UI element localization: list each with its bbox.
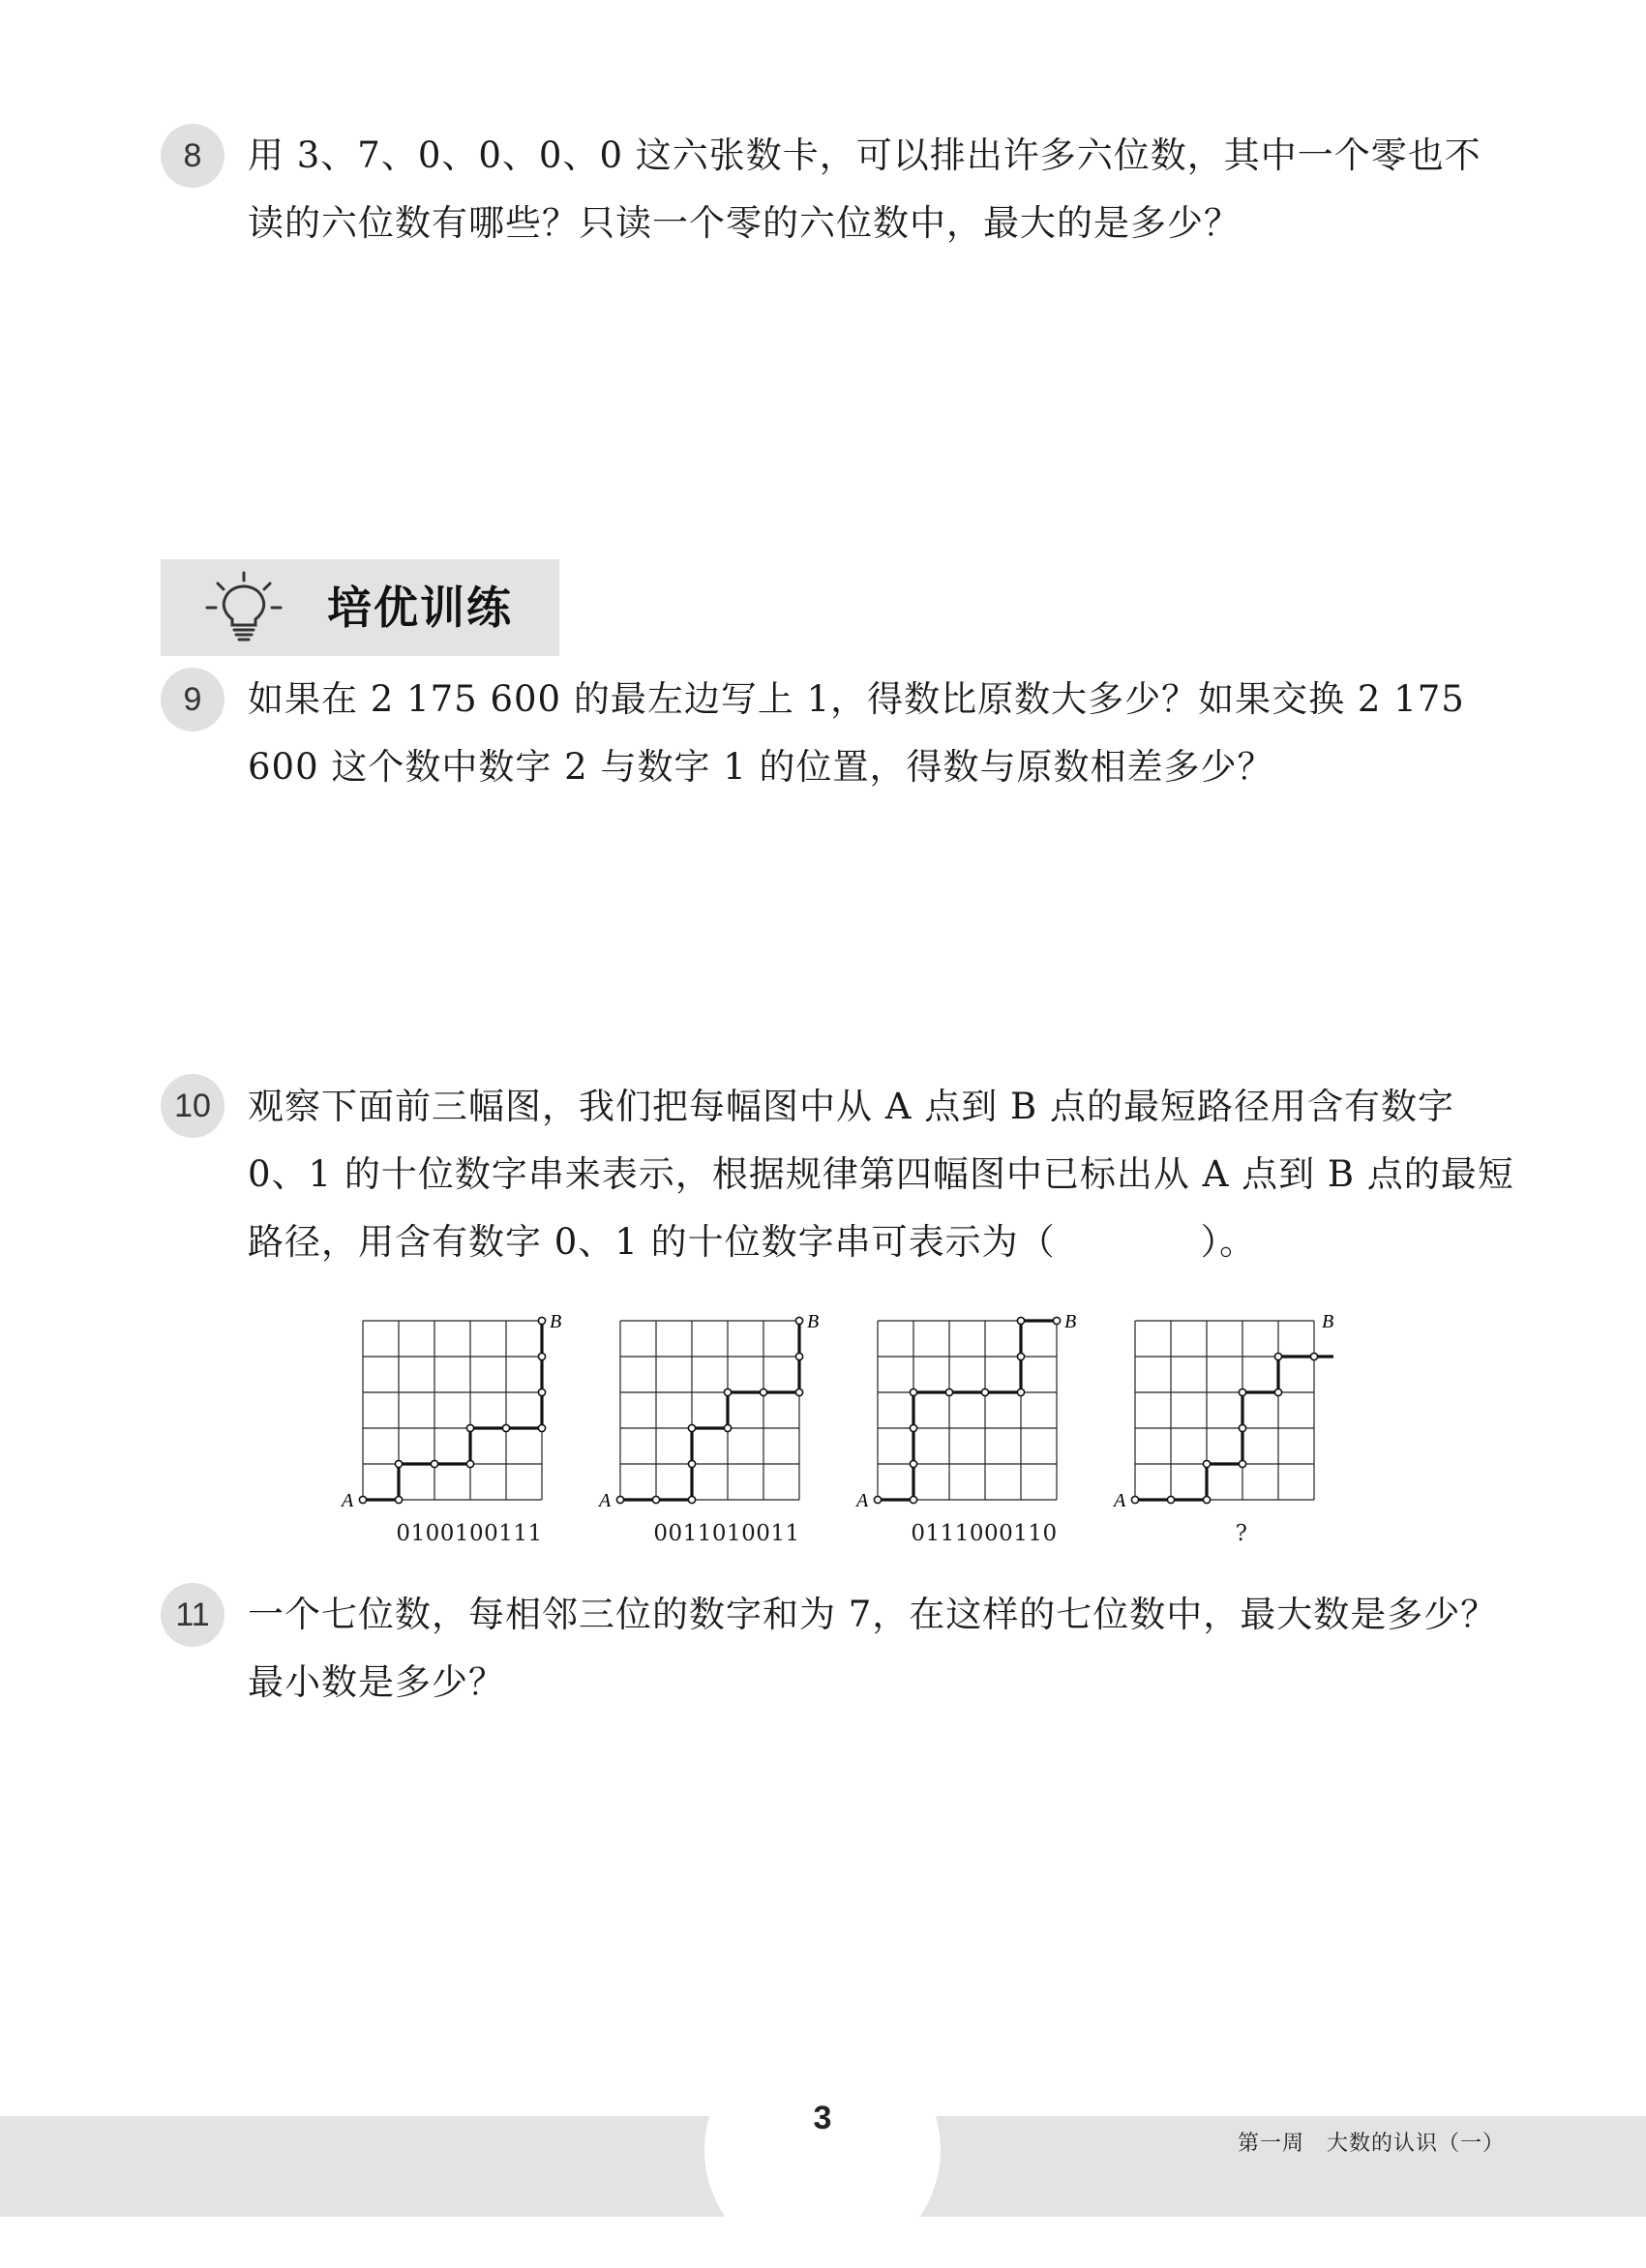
grid-path-diagram [596, 1306, 819, 1519]
grid-figure-1 [339, 1306, 561, 1558]
path-node [795, 1317, 802, 1324]
question-10-text-after: ）。 [1200, 1221, 1257, 1263]
page-number: 3 [813, 2100, 832, 2136]
question-8-text: 用 3、7、0、0、0、0 这六张数卡，可以排出许多六位数，其中一个零也不读的六位数有哪些？只读一个零的六位数中，最大的是多少？ [248, 134, 1481, 244]
path-node [688, 1496, 695, 1503]
path-node [359, 1496, 366, 1503]
point-b-label: B [1322, 1311, 1333, 1332]
question-11-text: 一个七位数，每相邻三位的数字和为 7，在这样的七位数中，最大数是多少？最小数是多少？ [248, 1594, 1498, 1703]
path-node [795, 1353, 802, 1359]
path-node [652, 1496, 659, 1503]
grid-path-diagram [339, 1306, 561, 1519]
path-node [1239, 1424, 1245, 1431]
path-node [910, 1424, 916, 1431]
question-10-text-before: 观察下面前三幅图，我们把每幅图中从 A 点到 B 点的最短路径用含有数字 0、1 的十位数字串来表示，根据规律第四幅图中已标出从 A 点到 B 点的最短路径，用含有数字 0、1 的十位数字串可表示为（ [248, 1086, 1514, 1263]
grid-figure-4 [1111, 1306, 1333, 1558]
figure-caption: 0100100111 [396, 1521, 543, 1546]
figure-caption: 0111000110 [911, 1521, 1058, 1546]
path-node [1274, 1388, 1281, 1395]
grid-path-diagram [853, 1306, 1076, 1519]
shortest-path [620, 1321, 799, 1500]
path-node [1239, 1388, 1245, 1395]
path-node [1274, 1353, 1281, 1359]
chapter-title: 第一周 大数的认识（一） [1237, 2132, 1505, 2156]
path-node [688, 1424, 695, 1431]
path-node [538, 1317, 545, 1324]
path-node [874, 1496, 881, 1503]
path-node [1017, 1388, 1024, 1395]
path-node [760, 1388, 766, 1395]
path-node [724, 1388, 731, 1395]
question-9-text: 如果在 2 175 600 的最左边写上 1，得数比原数大多少？如果交换 2 175 600 这个数中数字 2 与数字 1 的位置，得数与原数相差多少？ [248, 678, 1465, 788]
path-node [1203, 1496, 1210, 1503]
question-number-9: 9 [161, 668, 224, 731]
section-banner [161, 559, 559, 656]
path-node [1131, 1496, 1138, 1503]
grid-path-diagram [1111, 1306, 1333, 1519]
path-node [616, 1496, 623, 1503]
path-node [1053, 1317, 1060, 1324]
path-node [1017, 1317, 1024, 1324]
point-a-label: A [856, 1490, 869, 1511]
shortest-path [363, 1321, 542, 1500]
figure-caption: ? [1235, 1521, 1248, 1546]
point-a-label: A [342, 1490, 354, 1511]
path-node [910, 1388, 916, 1395]
grid-figure-3 [853, 1306, 1076, 1558]
path-node [1239, 1460, 1245, 1467]
path-node [502, 1424, 509, 1431]
lightbulb-icon [203, 571, 284, 644]
path-node [724, 1424, 731, 1431]
question-number-10: 10 [161, 1074, 224, 1138]
shortest-path [878, 1321, 1057, 1500]
page-number-circle [704, 2032, 941, 2268]
path-node [981, 1388, 988, 1395]
path-node [795, 1388, 802, 1395]
path-node [431, 1460, 437, 1467]
path-node [395, 1460, 402, 1467]
path-node [538, 1353, 545, 1359]
path-node [1203, 1460, 1210, 1467]
point-a-label: A [599, 1490, 612, 1511]
path-node [945, 1388, 952, 1395]
question-number-8: 8 [161, 124, 224, 188]
point-b-label: B [550, 1311, 561, 1332]
point-a-label: A [1114, 1490, 1126, 1511]
grid-figure-2 [596, 1306, 819, 1558]
path-node [1167, 1496, 1174, 1503]
path-node [538, 1424, 545, 1431]
path-node [1310, 1353, 1317, 1359]
path-node [1017, 1353, 1024, 1359]
point-b-label: B [1064, 1311, 1076, 1332]
question-number-11: 11 [161, 1583, 224, 1647]
path-node [466, 1460, 473, 1467]
path-node [538, 1388, 545, 1395]
point-b-label: B [807, 1311, 819, 1332]
path-node [688, 1460, 695, 1467]
path-node [466, 1424, 473, 1431]
path-node [910, 1460, 916, 1467]
question-10-text [248, 1073, 1515, 1276]
figure-caption: 0011010011 [653, 1521, 800, 1546]
path-node [395, 1496, 402, 1503]
section-title: 培优训练 [327, 582, 513, 634]
path-node [910, 1496, 916, 1503]
